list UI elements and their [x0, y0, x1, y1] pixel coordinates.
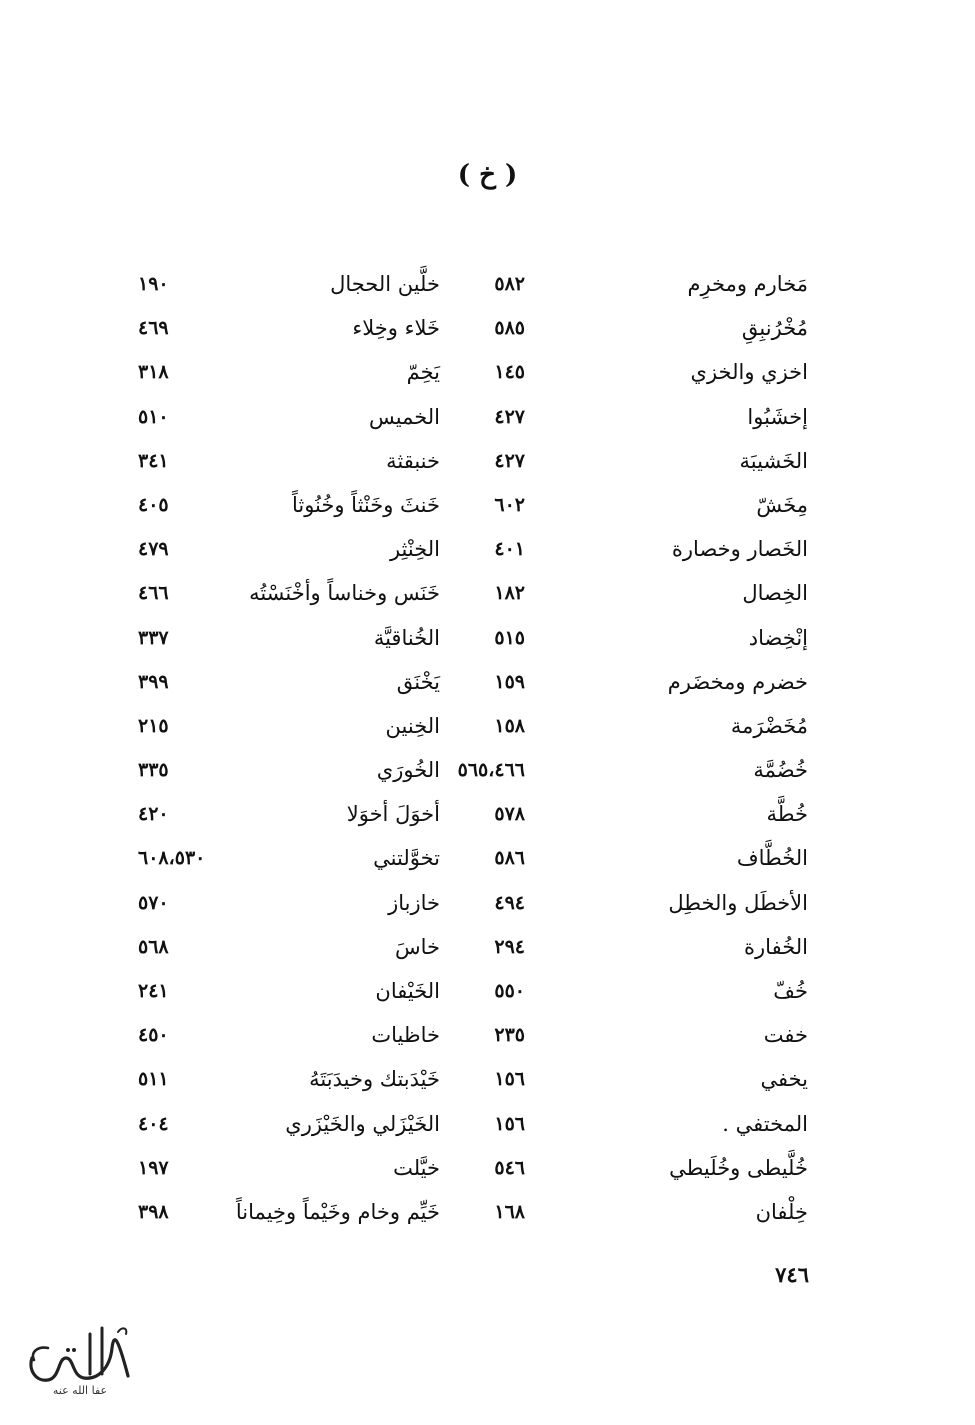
entry-word-2: خَنثَ وخَنْثاً وخُنُوثاً — [291, 492, 440, 517]
index-row — [130, 395, 820, 439]
entry-word: مَخارم ومخرِم — [687, 272, 808, 296]
entry-word-2: أخوَلَ أخوَلا — [346, 802, 440, 827]
entry-page-2: ٤٦٦ — [138, 582, 169, 605]
index-row — [130, 704, 820, 748]
index-row — [130, 881, 820, 925]
entry-word: خُلَّيطى وخُلَيطي — [669, 1155, 808, 1180]
entry-word: اخزي والخزي — [690, 360, 808, 385]
entry-word-2: الخِنين — [385, 713, 440, 738]
entry-word-2: الخُورَي — [376, 758, 440, 783]
index-row — [130, 1190, 820, 1234]
entry-page-2: ٢٤١ — [138, 980, 169, 1002]
entry-word-2: خَنَس وخناساً وأخْنَسْتُه — [249, 581, 440, 606]
entry-page: ١٦٨ — [494, 1200, 525, 1223]
entry-page-2: ٣٤١ — [138, 449, 169, 472]
entry-page-2: ٤٧٩ — [138, 538, 169, 561]
entry-page-2: ٤٥٠ — [138, 1024, 169, 1047]
entry-page: ٦٠٢ — [494, 493, 525, 516]
entry-page-2: ٣٣٧ — [138, 626, 169, 649]
entry-page-2: ١٩٠ — [138, 273, 169, 295]
entry-word: مُخْرُنبِقِ — [741, 316, 808, 341]
entry-page: ٢٣٥ — [494, 1024, 525, 1047]
entry-page: ١٥٦ — [494, 1112, 525, 1135]
index-row — [130, 925, 820, 969]
entry-page: ٥٤٦ — [494, 1156, 525, 1179]
entry-page: ٥٥٠ — [494, 980, 525, 1002]
entry-word: خُضُمَّة — [753, 758, 808, 783]
entry-word-2: الخِنْثِر — [389, 537, 440, 562]
entry-word: إخشَبُوا — [747, 404, 808, 429]
entry-word: الخَشيبَة — [739, 448, 808, 473]
entry-page-2: ٤٦٩ — [138, 317, 169, 340]
index-row — [130, 969, 820, 1013]
entry-page: ١٤٥ — [494, 361, 525, 384]
entry-page: ٤٢٧ — [494, 405, 525, 428]
entry-page-2: ٤٠٥ — [138, 493, 169, 516]
entry-page: ٥١٥ — [494, 626, 525, 649]
index-row — [130, 1057, 820, 1101]
entry-page: ٥٨٦ — [494, 847, 525, 870]
index-row — [130, 439, 820, 483]
entry-page-2: ١٩٧ — [138, 1156, 169, 1179]
entry-word: الأخطَل والخطِل — [668, 890, 808, 915]
index-row — [130, 616, 820, 660]
index-list — [130, 262, 820, 1234]
entry-page-2: ٦٠٨،٥٣٠ — [138, 847, 206, 870]
entry-page: ١٥٨ — [494, 714, 525, 737]
entry-page: ٢٩٤ — [494, 935, 525, 958]
entry-page: ٤٠١ — [494, 538, 525, 561]
index-row — [130, 836, 820, 880]
entry-page: ١٨٢ — [494, 582, 525, 605]
entry-word: خِلْفان — [755, 1199, 808, 1224]
entry-word: المختفي . — [722, 1111, 808, 1136]
entry-page: ١٥٦ — [494, 1068, 525, 1091]
index-row — [130, 483, 820, 527]
entry-word: خُفّ — [773, 979, 808, 1003]
entry-word-2: خازباز — [388, 890, 440, 915]
entry-page-2: ٣١٨ — [138, 361, 169, 384]
entry-word: يخفي — [760, 1067, 808, 1092]
index-row — [130, 792, 820, 836]
entry-word: الخَصار وخصارة — [671, 537, 808, 562]
index-row — [130, 1102, 820, 1146]
index-row — [130, 1146, 820, 1190]
entry-page: ٥٦٥،٤٦٦ — [457, 759, 525, 782]
entry-page: ١٥٩ — [494, 670, 525, 693]
entry-word: الخُفارة — [744, 934, 808, 959]
entry-word: خفت — [763, 1023, 808, 1048]
entry-word-2: خلَّين الحجال — [330, 272, 440, 296]
entry-word: خُطَّة — [766, 802, 808, 827]
entry-word-2: خَيْدَبتك وخيدَبَتَهُ — [309, 1067, 440, 1092]
index-row — [130, 748, 820, 792]
section-heading: ( خ ) — [457, 160, 518, 190]
entry-page-2: ٥١٠ — [138, 405, 169, 428]
entry-word: الخُطَّاف — [736, 846, 808, 871]
entry-word-2: الخميس — [368, 404, 440, 429]
entry-page-2: ٤٢٠ — [138, 803, 169, 826]
entry-word: إنْخِضاد — [748, 625, 808, 650]
entry-page-2: ٤٠٤ — [138, 1112, 169, 1135]
entry-word-2: يَخِمّ — [406, 360, 440, 385]
index-row — [130, 1013, 820, 1057]
entry-page-2: ٣٣٥ — [138, 759, 169, 782]
page-number: ٧٤٦ — [775, 1262, 809, 1287]
entry-word-2: الخُناقيَّة — [373, 625, 440, 650]
entry-word-2: خنبقثة — [386, 448, 440, 473]
entry-word-2: خاسَ — [394, 934, 440, 959]
entry-word-2: خَلاء وخِلاء — [352, 316, 440, 341]
entry-word: مِخَشّ — [756, 492, 808, 517]
entry-page-2: ٥٧٠ — [138, 891, 169, 914]
entry-word: خضرم ومخضَرم — [667, 669, 808, 694]
entry-word: مُخَضْرَمة — [730, 713, 808, 738]
entry-page-2: ٥٦٨ — [138, 935, 169, 958]
entry-page-2: ٣٩٨ — [138, 1200, 169, 1223]
entry-page: ٥٨٥ — [494, 317, 525, 340]
entry-word-2: خيَّلت — [393, 1155, 440, 1180]
index-row — [130, 660, 820, 704]
entry-word-2: تخوَّلتني — [373, 846, 440, 871]
index-row — [130, 571, 820, 615]
entry-page-2: ٢١٥ — [138, 714, 169, 737]
entry-page: ٤٩٤ — [494, 891, 525, 914]
index-row — [130, 527, 820, 571]
entry-page: ٤٢٧ — [494, 449, 525, 472]
entry-page-2: ٣٩٩ — [138, 670, 169, 693]
index-row — [130, 262, 820, 306]
entry-word-2: يَخْنَق — [396, 669, 440, 694]
entry-word-2: الخَيْزَلي والخَيْزَري — [285, 1111, 440, 1136]
entry-word: الخِصال — [742, 581, 808, 606]
entry-page: ٥٧٨ — [494, 803, 525, 826]
entry-page: ٥٨٢ — [494, 273, 525, 295]
index-row — [130, 350, 820, 394]
index-row — [130, 306, 820, 350]
entry-page-2: ٥١١ — [138, 1068, 169, 1091]
entry-word-2: خاظيات — [371, 1023, 440, 1048]
entry-word-2: الخَيْفان — [375, 979, 440, 1003]
entry-word-2: خَيِّم وخام وخَيْماً وخِيماناً — [235, 1199, 440, 1224]
stamp-caption: عفا الله عنه — [52, 1384, 108, 1397]
